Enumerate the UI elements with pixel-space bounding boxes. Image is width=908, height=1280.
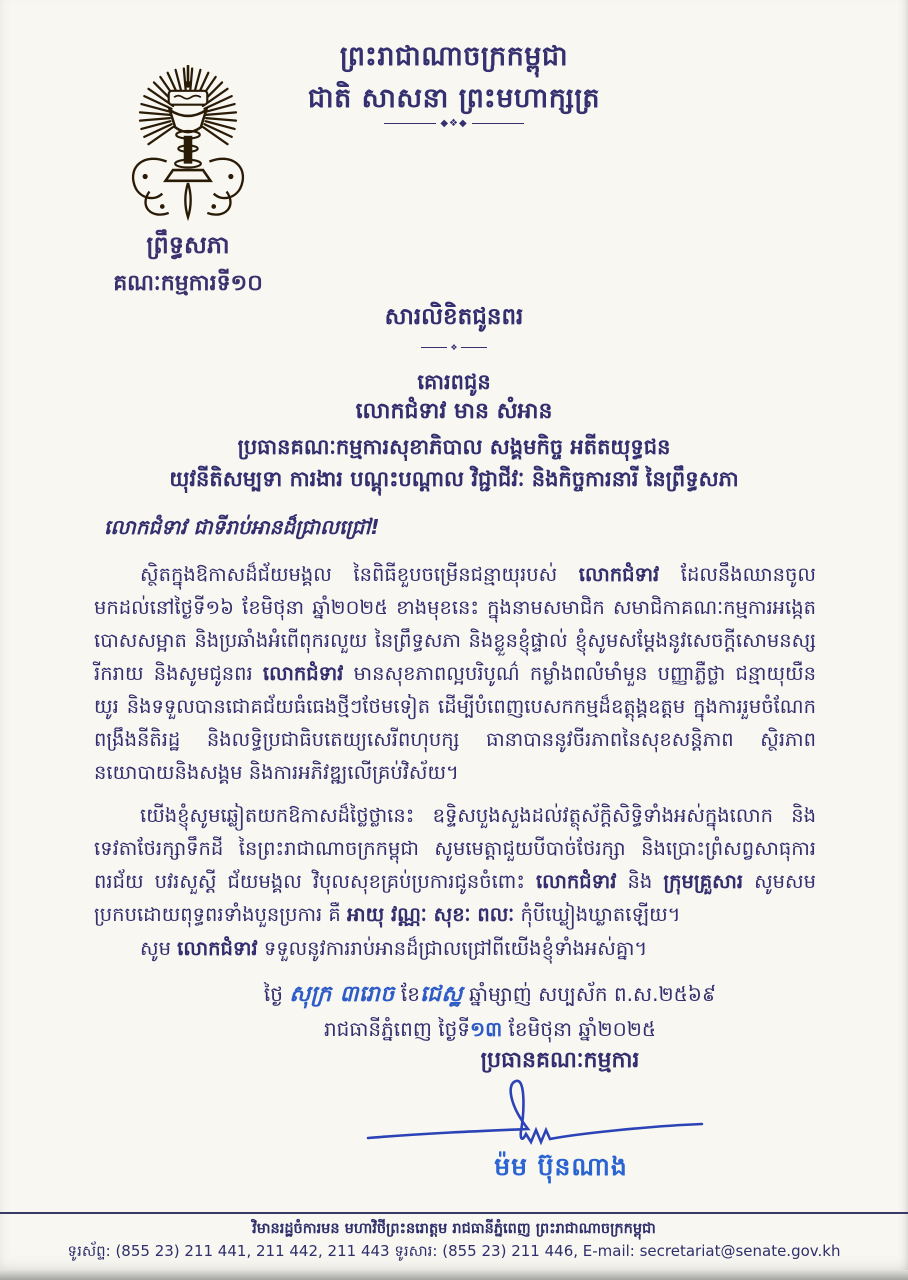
letter-subject: សារលិខិតជូនពរ: [384, 304, 524, 330]
footer-rule: [0, 1212, 908, 1214]
footer-address: វិមានរដ្ឋចំការមន មហាវិថីព្រះនរោត្តម រាជធានីភ្នំពេញ ព្រះរាជាណាចក្រកម្ពុជា: [252, 1221, 656, 1237]
closing-line: សូម លោកជំទាវ ទទួលនូវការរាប់អានដ៏ជ្រាលជ្រៅពីយើងខ្ញុំទាំងអស់គ្នា។: [140, 937, 648, 960]
commission-name: គណៈកម្មការទី១០: [113, 271, 263, 296]
scan-edge-shadow: [0, 1270, 908, 1280]
letterhead: [78, 50, 298, 301]
gregorian-date-line: រាជធានីភ្នំពេញ ថ្ងៃទី១៣ ខែមិថុនា ឆ្នាំ២០២៥: [323, 1017, 657, 1041]
divider-line-right: [472, 123, 524, 125]
salute-to: គោរពជូន: [417, 370, 491, 394]
recipient-name: លោកជំទាវ មាន សំអាន: [355, 399, 553, 424]
subject-divider-line-left: [421, 347, 447, 349]
subject-divider-ornament-icon: ❖: [450, 343, 458, 352]
lunar-date-line: ថ្ងៃ សុក្រ ៣រោច ខែជេស្ឋ ឆ្នាំម្សាញ់ សប្បស័ក ព.ស.២៥៦៩: [263, 982, 717, 1007]
signature-icon: [360, 1076, 710, 1154]
institution-name: ព្រឹទ្ធសភា: [146, 231, 230, 259]
divider-line-left: [384, 123, 436, 125]
paragraph-2: យើងខ្ញុំសូមឆ្លៀតយកឱកាសដ៏ថ្លៃថ្លានេះ ឧទ្ទិសបួងសួងដល់វត្ថុស័ក្តិសិទ្ធិទាំងអស់ក្នុងលោក និងទេវតាថែរក្សាទឹកដី នៃព្រះរាជាណាចក្រកម្ពុជា សូមមេត្តាជួយបីបាច់ថែរក្សា និងប្រោះព្រំសព្វសាធុការពរជ័យ បវរសួស្តី ជ័យមង្គល វិបុលសុខគ្រប់ប្រការជូនចំពោះ លោកជំទាវ និង ក្រុមគ្រួសារ សូមសមប្រកបដោយពុទ្ធពរទាំងបួនប្រការ គឺ អាយុ វណ្ណៈ សុខៈ ពលៈ កុំបីឃ្លៀងឃ្លាតឡើយ។: [94, 804, 817, 926]
recipient-title-line2: យុវនីតិសម្បទា ការងារ បណ្តុះបណ្តាល វិជ្ជាជីវៈ និងកិច្ចការនារី នៃព្រឹទ្ធសភា: [169, 467, 739, 491]
kingdom-line2: ជាតិ សាសនា ព្រះមហាក្សត្រ: [307, 83, 601, 114]
footer-contacts: ទូរស័ព្ទ: (855 23) 211 441, 211 442, 211 443 ទូរសារ: (855 23) 211 446, E-mail: secretariat@senate.gov.kh: [67, 1242, 841, 1260]
signatory-title: ប្រធានគណៈកម្មការ: [480, 1048, 640, 1073]
royal-crest-icon: [113, 50, 263, 228]
subject-ornament-divider: [0, 343, 908, 352]
salutation: លោកជំទាវ ជាទីរាប់អានដ៏ជ្រាលជ្រៅ!: [104, 515, 380, 539]
paragraph-1: ស្ថិតក្នុងឱកាសដ៏ជ័យមង្គល នៃពិធីខួបចម្រើនជន្មាយុរបស់ លោកជំទាវ ដែលនឹងឈានចូលមកដល់នៅថ្ងៃទី១៦ ខែមិថុនា ឆ្នាំ២០២៥ ខាងមុខនេះ ក្នុងនាមសមាជិក សមាជិកាគណៈកម្មការអង្កេត បោសសម្អាត និងប្រឆាំងអំពើពុករលួយ នៃព្រឹទ្ធសភា និងខ្លួនខ្ញុំផ្ទាល់ ខ្ញុំសូមសម្តែងនូវសេចក្តីសោមនស្សរីករាយ និងសូមជូនពរ លោកជំទាវ មានសុខភាពល្អបរិបូណ៌ កម្លាំងពលំមាំមួន បញ្ញាភ្លឺថ្លា ជន្មាយុយឺនយូរ និងទទួលបានជោគជ័យធំធេងថ្មីៗថែមទៀត ដើម្បីបំពេញបេសកកម្មដ៏ឧត្តុង្គឧត្តម ក្នុងការរួមចំណែកពង្រឹងនីតិរដ្ឋ និងលទ្ធិប្រជាធិបតេយ្យសេរីពហុបក្ស ធានាបាននូវចីរភាពនៃសុខសន្តិភាព ស្ថិរភាពនយោបាយនិងសង្គម និងការអភិវឌ្ឍលើគ្រប់វិស័យ។: [94, 563, 816, 784]
recipient-title-line1: ប្រធានគណៈកម្មការសុខាភិបាល សង្គមកិច្ច អតីតយុទ្ធជន: [237, 435, 671, 459]
subject-divider-line-right: [461, 347, 487, 349]
signatory-name: ម៉ម ប៊ុនណាង: [494, 1152, 628, 1181]
divider-ornament-icon: ◆❖◆: [440, 118, 468, 129]
kingdom-line1: ព្រះរាជាណាចក្រកម្ពុជា: [339, 41, 569, 72]
